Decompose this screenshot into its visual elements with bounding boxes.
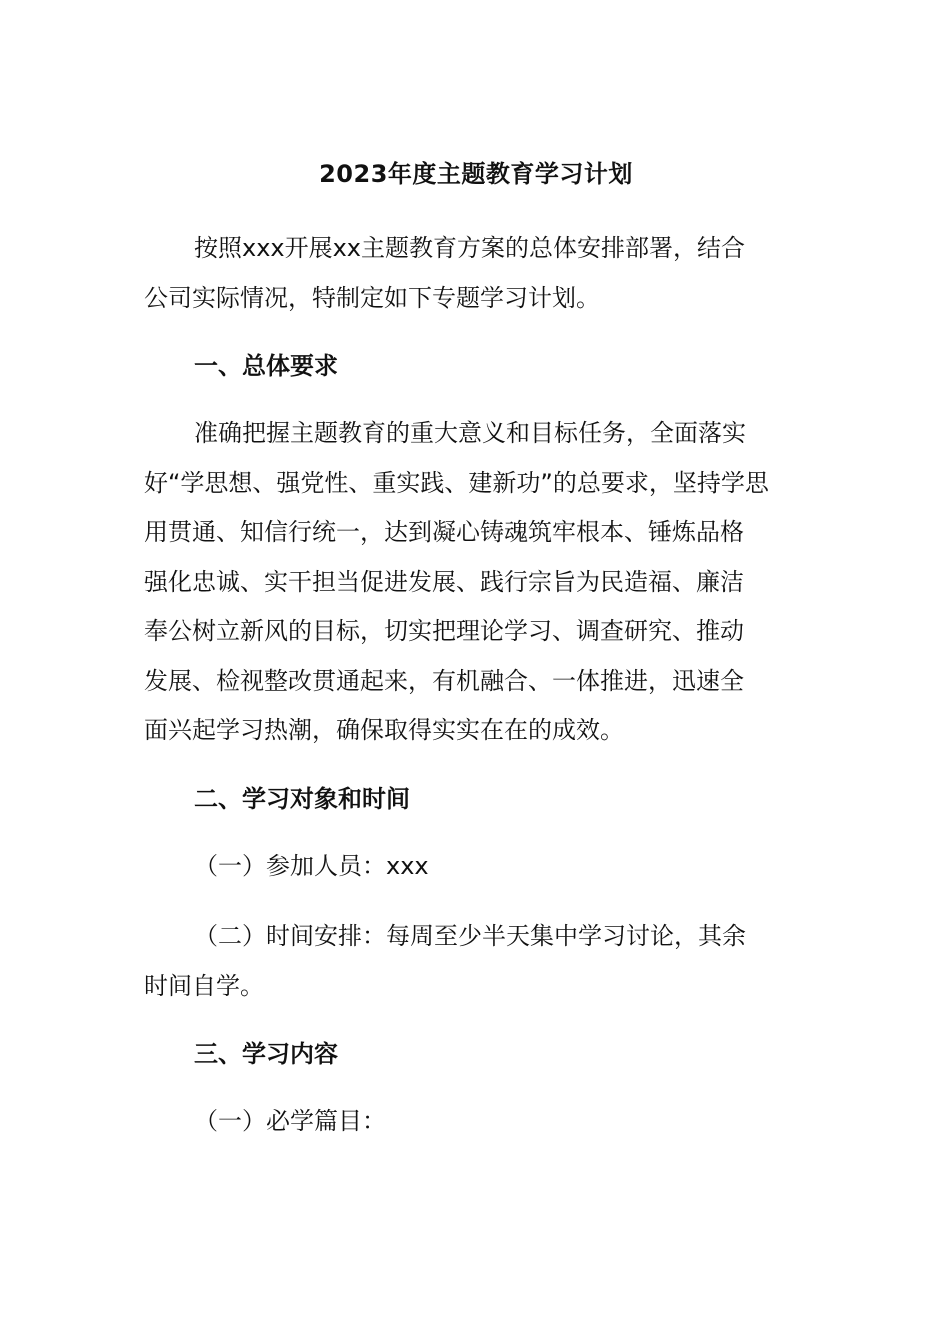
intro-line-1: 按照xxx开展xx主题教育方案的总体安排部署，结合 bbox=[194, 234, 746, 262]
section-2-item-2-line-2: 时间自学。 bbox=[144, 971, 264, 1000]
section-2-item-2 bbox=[144, 912, 808, 1011]
section-1-line-4: 强化忠诚、实干担当促进发展、践行宗旨为民造福、廉洁 bbox=[144, 567, 744, 596]
section-1-heading: 一、总体要求 bbox=[194, 352, 338, 380]
section-1-line-2: 好“学思想、强党性、重实践、建新功”的总要求，坚持学思 bbox=[144, 468, 769, 497]
intro-paragraph bbox=[144, 224, 808, 323]
section-1-line-5: 奉公树立新风的目标，切实把理论学习、调查研究、推动 bbox=[144, 617, 744, 645]
section-1-line-7: 面兴起学习热潮，确保取得实实在在的成效。 bbox=[144, 716, 624, 744]
document-body bbox=[144, 152, 808, 1147]
section-1-line-6: 发展、检视整改贯通起来，有机融合、一体推进，迅速全 bbox=[144, 666, 744, 695]
section-2-heading: 二、学习对象和时间 bbox=[194, 784, 410, 813]
section-1-line-1: 准确把握主题教育的重大意义和目标任务，全面落实 bbox=[194, 419, 746, 447]
section-1-line-3: 用贯通、知信行统一，达到凝心铸魂筑牢根本、锤炼品格 bbox=[144, 518, 744, 546]
section-2-item-2-line-1: （二）时间安排：每周至少半天集中学习讨论，其余 bbox=[194, 922, 746, 950]
section-1-paragraph bbox=[144, 409, 808, 756]
intro-line-2: 公司实际情况，特制定如下专题学习计划。 bbox=[144, 283, 600, 312]
section-3-item-1: （一）必学篇目： bbox=[194, 1107, 386, 1135]
section-2-item-1: （一）参加人员：xxx bbox=[194, 851, 429, 880]
section-3-heading: 三、学习内容 bbox=[194, 1040, 338, 1068]
document-title: 2023年度主题教育学习计划 bbox=[319, 160, 633, 188]
